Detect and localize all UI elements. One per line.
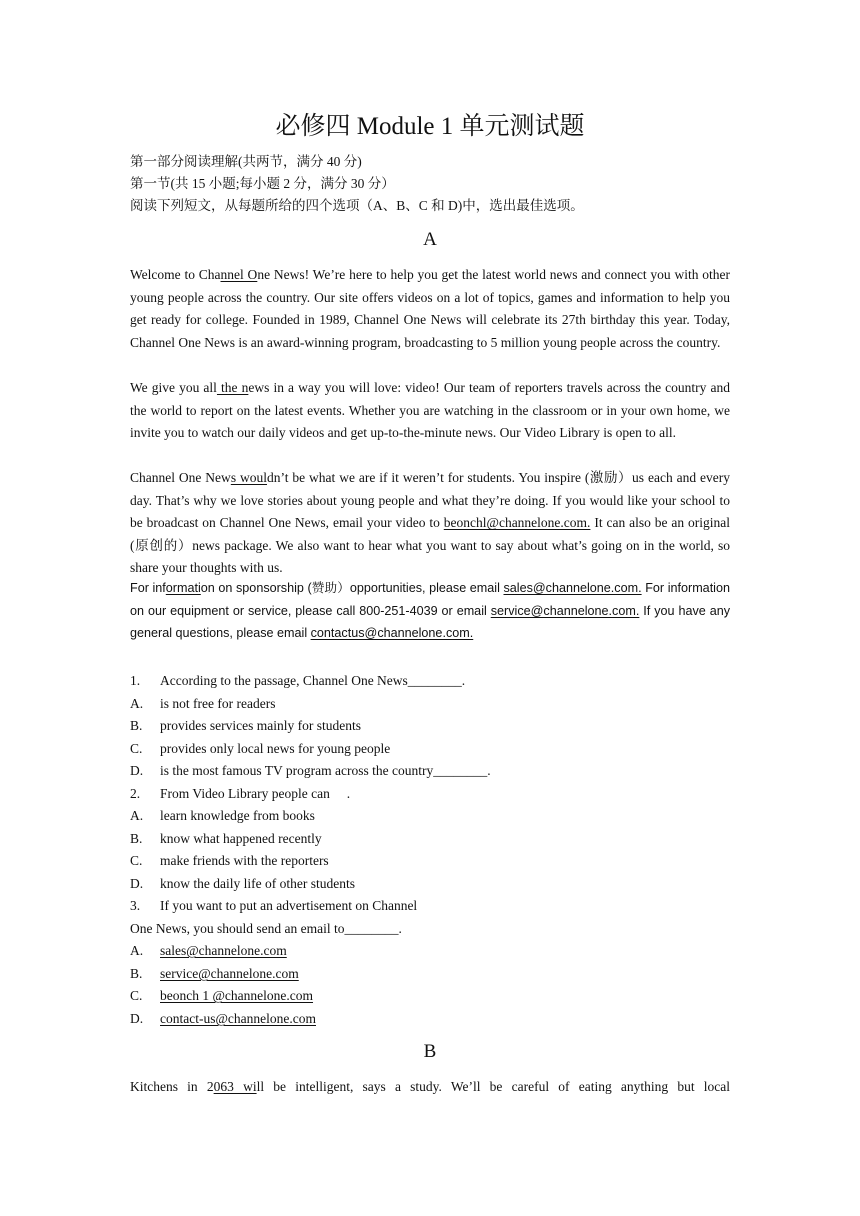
option-d: D. know the daily life of other students xyxy=(130,876,355,891)
section-a-heading: A xyxy=(423,229,437,250)
option-d: D. is the most famous TV program across the country________. xyxy=(130,763,491,778)
passage-a-paragraph-2: We give you all the news in a way you will love: video! Our team of reporters travels across the country and the world to report on the latest events. Whether you are watching in the classroom or in your own home, we invite you to watch our daily videos and get up-to-the-minute news. Our Video Library is open to all. xyxy=(130,380,731,441)
email-link: sales@channelone.com. xyxy=(503,581,642,595)
option-d: D. contact-us@channelone.com xyxy=(130,1011,316,1026)
email-link: contactus@channelone.com. xyxy=(310,626,474,641)
passage-a-paragraph-1: Welcome to Channel One News! We’re here to help you get the latest world news and connect you with other young people across the country. Our site offers videos on a lot of topics, games and information to help you get ready for college. Founded in 1989, Channel One News will celebrate its 27th birthday this year. Today, Channel One News is an award-winning program, broadcasting to 5 million young people across the country. xyxy=(130,267,730,350)
passage-a-paragraph-3: Channel One News wouldn’t be what we are if it weren’t for students. You inspire (激励）us each and every day. That’s why we love stories about young people and what they’re doing. If you would like your school to be broadcast on Channel One News, email your video to beonchl@channelone.com. It can also be an original (原创的）news package. We also want to hear what you want to say about what’s going on in the world, so share your thoughts with us. xyxy=(130,470,731,576)
intro-line: 阅读下列短文，从每题所给的四个选项（A、B、C 和 D)中，选出最佳选项。 xyxy=(130,198,584,213)
question-3-continued: One News, you should send an email to________. xyxy=(130,921,402,936)
passage-b-paragraph-1: Kitchens in 2063 will be intelligent, says a study. We’ll be careful of eating anything but local xyxy=(130,1079,730,1094)
option-a: A. learn knowledge from books xyxy=(130,808,315,823)
option-b: B. service@channelone.com xyxy=(130,966,299,981)
intro-line: 第一节(共 15 小题;每小题 2 分，满分 30 分） xyxy=(130,176,395,191)
option-c: C. provides only local news for young people xyxy=(130,741,391,756)
option-c: C. make friends with the reporters xyxy=(130,853,329,868)
option-b: B. know what happened recently xyxy=(130,831,322,846)
section-b-heading: B xyxy=(423,1041,437,1062)
email-link: beonchl@channelone.com. xyxy=(443,515,591,531)
option-c: C. beonch 1 @channelone.com xyxy=(130,988,314,1003)
option-b: B. provides services mainly for students xyxy=(130,718,361,733)
page-title: 必修四 Module 1 单元测试题 xyxy=(275,113,585,140)
question-2: 2. From Video Library people can . xyxy=(130,786,351,801)
email-link: service@channelone.com. xyxy=(490,603,640,618)
intro-line: 第一部分阅读理解(共两节，满分 40 分) xyxy=(130,154,362,169)
passage-a-paragraph-4: For information on sponsorship (赞助）opportunities, please email sales@channelone.com. For information on our equipment or service, please call 800-251-4039 or email service@channelone.com. If you have any general questions, please email contactus@channelone.com. xyxy=(130,581,730,641)
option-a: A. sales@channelone.com xyxy=(130,943,287,958)
question-3: 3. If you want to put an advertisement on Channel xyxy=(130,898,418,913)
question-1: 1. According to the passage, Channel One News________. xyxy=(130,673,466,688)
option-a: A. is not free for readers xyxy=(130,696,276,711)
